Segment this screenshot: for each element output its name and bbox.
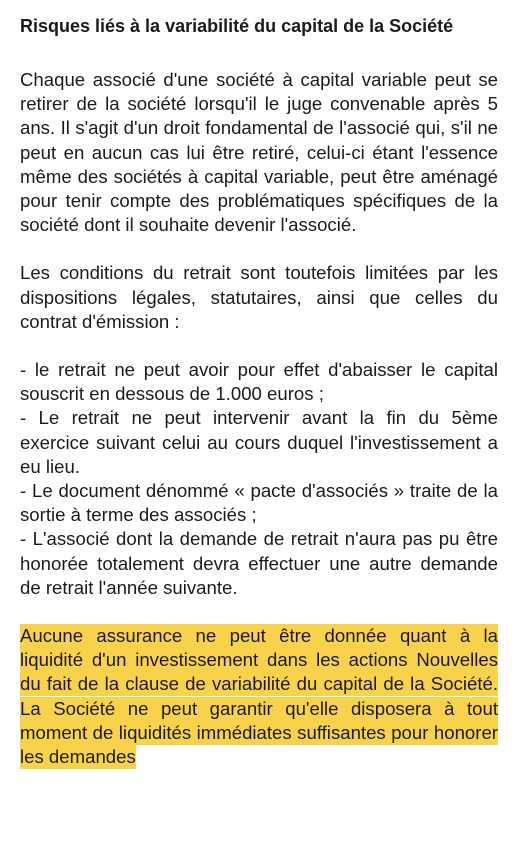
conditions-list [20,358,498,600]
list-item: - le retrait ne peut avoir pour effet d'abaisser le capital souscrit en dessous de 1.000 euros ; [20,359,498,405]
paragraph-withdrawal-conditions: Les conditions du retrait sont toutefois limitées par les dispositions légales, statutaires, ainsi que celles du contrat d'émission : [20,262,498,332]
list-item: - Le document dénommé « pacte d'associés » traite de la sortie à terme des associés ; [20,480,498,526]
paragraph-withdrawal-right: Chaque associé d'une société à capital variable peut se retirer de la société lorsqu'il le juge convenable après 5 ans. Il s'agit d'un droit fondamental de l'associé qui, s'il ne peut en aucun cas lui être retiré, celui-ci étant l'essence même des sociétés à capital variable, peut être aménagé pour tenir compte des problématiques spécifiques de la société dont il souhaite devenir l'associé. [20,69,498,236]
document-page [20,14,498,769]
list-item: - Le retrait ne peut intervenir avant la fin du 5ème exercice suivant celui au cours duquel l'investissement a eu lieu. [20,407,498,477]
list-item: - L'associé dont la demande de retrait n'aura pas pu être honorée totalement devra effectuer une autre demande de retrait l'année suivante. [20,528,498,598]
highlighted-paragraph [20,624,498,769]
highlighted-text: Aucune assurance ne peut être donnée quant à la liquidité d'un investissement dans les actions Nouvelles du fait de la clause de variabilité du capital de la Société. La Société ne peut garantir qu'elle disposera à tout moment de liquidités immédiates suffisantes pour honorer les demandes [20,625,498,768]
section-title: Risques liés à la variabilité du capital de la Société [20,16,454,36]
